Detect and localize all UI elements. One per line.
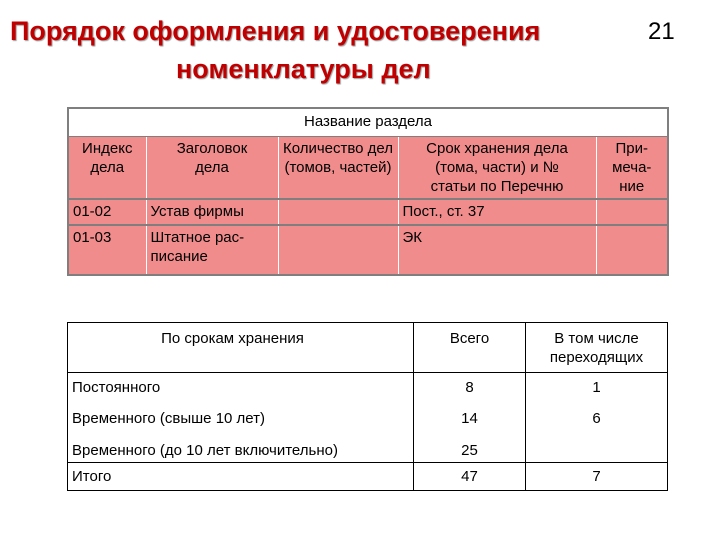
slide-title-line-2: номенклатуры дел (176, 54, 431, 84)
header-heading: Заголовок дела (146, 137, 278, 200)
summary-label: Временного (до 10 лет включительно) (72, 441, 338, 459)
summary-total: 47 (414, 463, 526, 491)
summary-row (68, 463, 668, 491)
row-heading: Устав фирмы (146, 199, 278, 225)
nomenclature-table (67, 107, 669, 276)
table-row (68, 199, 668, 225)
summary-carried (526, 433, 668, 463)
row-note (596, 225, 668, 275)
summary-table (67, 322, 668, 491)
summary-carried: 6 (526, 403, 668, 433)
row-index: 01-02 (68, 199, 146, 225)
summary-total: 14 (414, 403, 526, 433)
summary-header-carried: В том числе переходящих (526, 323, 668, 373)
summary-header-row (68, 323, 668, 373)
section-name: Название раздела (68, 108, 668, 137)
summary-label: Постоянного (72, 379, 161, 396)
summary-header-by-term: По срокам хранения (68, 323, 414, 373)
row-heading: Штатное рас-писание (146, 225, 278, 275)
summary-carried: 1 (526, 373, 668, 403)
slide-number: 21 (648, 18, 675, 45)
summary-carried: 7 (526, 463, 668, 491)
row-note (596, 199, 668, 225)
header-index: Индекс дела (68, 137, 146, 200)
summary-total: 8 (414, 373, 526, 403)
summary-label: Временного (свыше 10 лет) (72, 409, 266, 427)
summary-label: Итого (68, 463, 414, 491)
summary-row (68, 433, 668, 463)
row-retention: ЭК (398, 225, 596, 275)
summary-row (68, 373, 668, 403)
row-count (278, 199, 398, 225)
row-retention: Пост., ст. 37 (398, 199, 596, 225)
summary-row (68, 403, 668, 433)
table-row (68, 225, 668, 275)
summary-total: 25 (414, 433, 526, 463)
header-count: Количество дел (томов, частей) (278, 137, 398, 200)
table-header-row (68, 137, 668, 200)
row-index: 01-03 (68, 225, 146, 275)
row-count (278, 225, 398, 275)
slide-title-line-1: Порядок оформления и удостоверения (10, 16, 541, 46)
summary-header-total: Всего (414, 323, 526, 373)
header-retention: Срок хранения дела (тома, части) и № статьи по Перечню (398, 137, 596, 200)
header-note: При-меча-ние (596, 137, 668, 200)
